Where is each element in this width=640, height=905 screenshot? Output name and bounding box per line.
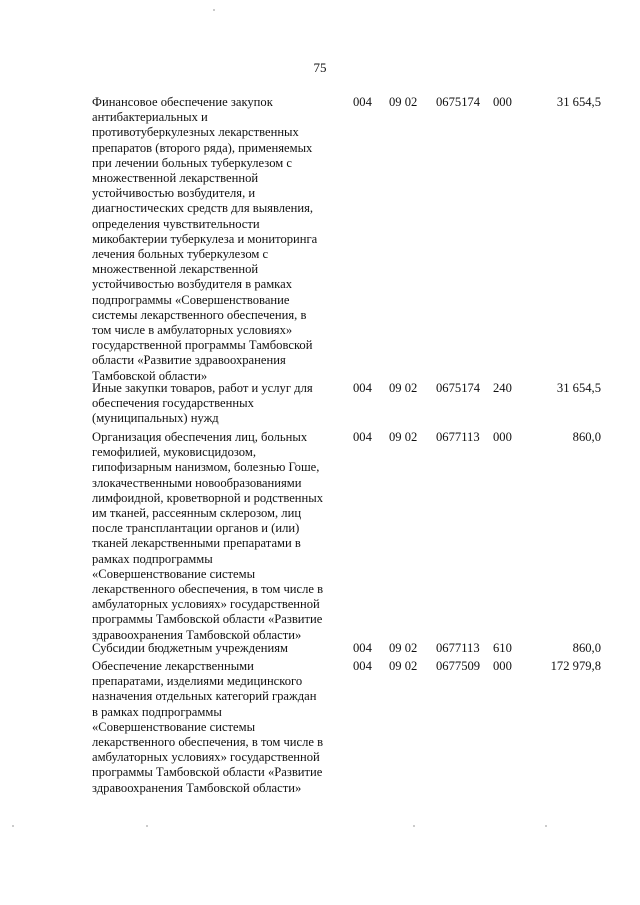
row-section-code: 09 02 [389,381,418,395]
page-number: 75 [313,60,327,75]
row-article-code: 0677113 [436,641,480,655]
row-description: Обеспечение лекарственными препаратами, изделиями медицинского назначения отдельных категорий граждан в рамках подпрограммы «Совершенствование системы лекарственного обеспечения, в том числе в амбулаторных условиях» государственной программы Тамбовской области «Развитие здравоохранения Тамбовской области» [92,659,324,795]
row-section-code: 09 02 [389,430,418,444]
row-ministry-code: 004 [353,641,372,655]
row-amount: 860,0 [572,641,601,655]
row-expense-type-code: 000 [493,430,512,444]
row-article-code: 0677509 [436,659,481,673]
scan-speck [213,9,215,11]
row-description: Организация обеспечения лиц, больных гемофилией, муковисцидозом, гипофизарным нанизмом, болезнью Гоше, злокачественными новообразованиями лимфоидной, кроветворной и родственных им тканей, рассеянным склерозом, лиц после трансплантации органов и (или) тканей лекарственными препаратами в рамках подпрограммы «Совершенствование системы лекарственного обеспечения, в том числе в амбулаторных условиях» государственной программы Тамбовской области «Развитие здравоохранения Тамбовской области» [92,430,324,642]
row-amount: 172 979,8 [550,659,601,673]
row-ministry-code: 004 [353,430,372,444]
scan-speck [545,825,547,827]
row-ministry-code: 004 [353,95,372,109]
row-article-code: 0677113 [436,430,480,444]
row-section-code: 09 02 [389,95,418,109]
row-expense-type-code: 240 [493,381,512,395]
row-description: Субсидии бюджетным учреждениям [92,641,288,655]
row-amount: 31 654,5 [556,381,601,395]
row-section-code: 09 02 [389,659,418,673]
scan-speck [12,825,14,827]
row-expense-type-code: 610 [493,641,512,655]
row-description: Иные закупки товаров, работ и услуг для обеспечения государственных (муниципальных) нужд [92,381,313,426]
row-article-code: 0675174 [436,381,481,395]
row-ministry-code: 004 [353,381,372,395]
scan-speck [413,825,415,827]
row-section-code: 09 02 [389,641,418,655]
row-article-code: 0675174 [436,95,481,109]
row-amount: 31 654,5 [556,95,601,109]
row-expense-type-code: 000 [493,659,512,673]
row-amount: 860,0 [572,430,601,444]
scan-speck [146,825,148,827]
row-expense-type-code: 000 [493,95,512,109]
row-description: Финансовое обеспечение закупок антибактериальных и противотуберкулезных лекарственных препаратов (второго ряда), применяемых при лечении больных туберкулезом с множественной лекарственной устойчивостью возбудителя, и диагностических средств для выявления, определения чувствительности микобактерии туберкулеза и мониторинга лечения больных туберкулезом с множественной лекарственной устойчивостью возбудителя в рамках подпрограммы «Совершенствование системы лекарственного обеспечения, в том числе в амбулаторных условиях» государственной программы Тамбовской области «Развитие здравоохранения Тамбовской области» [92,95,318,383]
row-ministry-code: 004 [353,659,372,673]
